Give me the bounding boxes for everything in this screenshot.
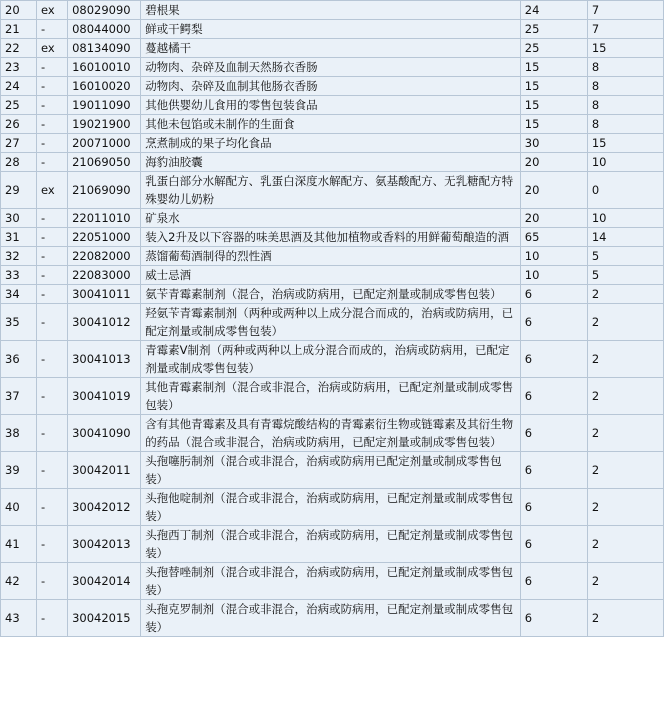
rate-b-cell: 10 <box>587 209 663 228</box>
ex-marker-cell: - <box>37 58 68 77</box>
rate-a-cell: 6 <box>520 489 587 526</box>
rate-b-cell: 2 <box>587 526 663 563</box>
rate-b-cell: 2 <box>587 378 663 415</box>
row-number-cell: 43 <box>1 600 37 637</box>
tariff-code-cell: 21069090 <box>68 172 141 209</box>
ex-marker-cell: ex <box>37 39 68 58</box>
rate-b-cell: 2 <box>587 304 663 341</box>
table-row <box>1 247 664 266</box>
ex-marker-cell: - <box>37 96 68 115</box>
row-number-cell: 21 <box>1 20 37 39</box>
table-row <box>1 489 664 526</box>
table-row <box>1 115 664 134</box>
rate-a-cell: 15 <box>520 115 587 134</box>
rate-a-cell: 6 <box>520 304 587 341</box>
tariff-code-cell: 16010020 <box>68 77 141 96</box>
product-name-cell: 氨苄青霉素制剂（混合，治病或防病用，已配定剂量或制成零售包装） <box>141 285 521 304</box>
table-row <box>1 341 664 378</box>
product-name-cell: 其他供婴幼儿食用的零售包装食品 <box>141 96 521 115</box>
rate-a-cell: 25 <box>520 20 587 39</box>
tariff-code-cell: 30042015 <box>68 600 141 637</box>
row-number-cell: 40 <box>1 489 37 526</box>
table-row <box>1 96 664 115</box>
ex-marker-cell: - <box>37 304 68 341</box>
rate-b-cell: 5 <box>587 247 663 266</box>
product-name-cell: 头孢西丁制剂（混合或非混合，治病或防病用，已配定剂量或制成零售包装） <box>141 526 521 563</box>
rate-a-cell: 6 <box>520 452 587 489</box>
tariff-code-cell: 22083000 <box>68 266 141 285</box>
product-name-cell: 其他青霉素制剂（混合或非混合，治病或防病用，已配定剂量或制成零售包装） <box>141 378 521 415</box>
rate-a-cell: 10 <box>520 266 587 285</box>
ex-marker-cell: - <box>37 415 68 452</box>
table-row <box>1 452 664 489</box>
product-name-cell: 碧根果 <box>141 1 521 20</box>
tariff-code-cell: 30042011 <box>68 452 141 489</box>
tariff-code-cell: 08134090 <box>68 39 141 58</box>
rate-a-cell: 15 <box>520 58 587 77</box>
product-name-cell: 头孢噻肟制剂（混合或非混合，治病或防病用已配定剂量或制成零售包装） <box>141 452 521 489</box>
row-number-cell: 39 <box>1 452 37 489</box>
table-row <box>1 20 664 39</box>
rate-b-cell: 2 <box>587 452 663 489</box>
ex-marker-cell: - <box>37 526 68 563</box>
ex-marker-cell: - <box>37 134 68 153</box>
row-number-cell: 27 <box>1 134 37 153</box>
row-number-cell: 30 <box>1 209 37 228</box>
row-number-cell: 23 <box>1 58 37 77</box>
product-name-cell: 动物肉、杂碎及血制天然肠衣香肠 <box>141 58 521 77</box>
tariff-code-cell: 21069050 <box>68 153 141 172</box>
table-row <box>1 563 664 600</box>
ex-marker-cell: - <box>37 489 68 526</box>
table-row <box>1 39 664 58</box>
rate-b-cell: 5 <box>587 266 663 285</box>
rate-a-cell: 6 <box>520 285 587 304</box>
tariff-code-cell: 30041019 <box>68 378 141 415</box>
product-name-cell: 头孢克罗制剂（混合或非混合，治病或防病用，已配定剂量或制成零售包装） <box>141 600 521 637</box>
rate-b-cell: 8 <box>587 115 663 134</box>
ex-marker-cell: - <box>37 600 68 637</box>
rate-b-cell: 7 <box>587 1 663 20</box>
rate-b-cell: 10 <box>587 153 663 172</box>
row-number-cell: 20 <box>1 1 37 20</box>
rate-b-cell: 15 <box>587 39 663 58</box>
rate-a-cell: 6 <box>520 563 587 600</box>
product-name-cell: 装入2升及以下容器的味美思酒及其他加植物或香料的用鲜葡萄酿造的酒 <box>141 228 521 247</box>
ex-marker-cell: - <box>37 563 68 600</box>
row-number-cell: 41 <box>1 526 37 563</box>
product-name-cell: 头孢替唑制剂（混合或非混合，治病或防病用，已配定剂量或制成零售包装） <box>141 563 521 600</box>
table-row <box>1 1 664 20</box>
rate-a-cell: 6 <box>520 378 587 415</box>
product-name-cell: 含有其他青霉素及具有青霉烷酸结构的青霉素衍生物或链霉素及其衍生物的药品（混合或非混合，治病或防病用，已配定剂量或制成零售包装） <box>141 415 521 452</box>
rate-a-cell: 15 <box>520 77 587 96</box>
tariff-code-cell: 08029090 <box>68 1 141 20</box>
ex-marker-cell: - <box>37 378 68 415</box>
ex-marker-cell: - <box>37 266 68 285</box>
tariff-code-cell: 30042012 <box>68 489 141 526</box>
rate-a-cell: 6 <box>520 526 587 563</box>
table-row <box>1 134 664 153</box>
row-number-cell: 31 <box>1 228 37 247</box>
tariff-table-body <box>1 1 664 637</box>
rate-b-cell: 2 <box>587 341 663 378</box>
rate-a-cell: 20 <box>520 209 587 228</box>
table-row <box>1 285 664 304</box>
product-name-cell: 烹煮制成的果子均化食品 <box>141 134 521 153</box>
table-row <box>1 415 664 452</box>
table-row <box>1 228 664 247</box>
row-number-cell: 24 <box>1 77 37 96</box>
rate-a-cell: 30 <box>520 134 587 153</box>
ex-marker-cell: - <box>37 341 68 378</box>
table-row <box>1 153 664 172</box>
ex-marker-cell: - <box>37 247 68 266</box>
tariff-code-cell: 20071000 <box>68 134 141 153</box>
rate-b-cell: 14 <box>587 228 663 247</box>
rate-b-cell: 8 <box>587 58 663 77</box>
row-number-cell: 22 <box>1 39 37 58</box>
rate-a-cell: 20 <box>520 172 587 209</box>
ex-marker-cell: - <box>37 452 68 489</box>
ex-marker-cell: - <box>37 228 68 247</box>
row-number-cell: 37 <box>1 378 37 415</box>
product-name-cell: 动物肉、杂碎及血制其他肠衣香肠 <box>141 77 521 96</box>
tariff-code-cell: 30041011 <box>68 285 141 304</box>
table-row <box>1 600 664 637</box>
rate-b-cell: 2 <box>587 489 663 526</box>
product-name-cell: 蒸馏葡萄酒制得的烈性酒 <box>141 247 521 266</box>
product-name-cell: 青霉素V制剂（两种或两种以上成分混合而成的，治病或防病用，已配定剂量或制成零售包装） <box>141 341 521 378</box>
row-number-cell: 35 <box>1 304 37 341</box>
rate-b-cell: 8 <box>587 77 663 96</box>
row-number-cell: 32 <box>1 247 37 266</box>
table-row <box>1 526 664 563</box>
ex-marker-cell: - <box>37 77 68 96</box>
rate-b-cell: 2 <box>587 563 663 600</box>
tariff-code-cell: 19021900 <box>68 115 141 134</box>
tariff-code-cell: 30041090 <box>68 415 141 452</box>
product-name-cell: 乳蛋白部分水解配方、乳蛋白深度水解配方、氨基酸配方、无乳糖配方特殊婴幼儿奶粉 <box>141 172 521 209</box>
row-number-cell: 29 <box>1 172 37 209</box>
product-name-cell: 羟氨苄青霉素制剂（两种或两种以上成分混合而成的，治病或防病用，已配定剂量或制成零售包装） <box>141 304 521 341</box>
tariff-code-cell: 30041013 <box>68 341 141 378</box>
rate-b-cell: 7 <box>587 20 663 39</box>
ex-marker-cell: - <box>37 153 68 172</box>
row-number-cell: 36 <box>1 341 37 378</box>
rate-a-cell: 6 <box>520 341 587 378</box>
table-row <box>1 266 664 285</box>
product-name-cell: 海豹油胶囊 <box>141 153 521 172</box>
ex-marker-cell: ex <box>37 172 68 209</box>
row-number-cell: 38 <box>1 415 37 452</box>
rate-b-cell: 2 <box>587 285 663 304</box>
rate-a-cell: 15 <box>520 96 587 115</box>
product-name-cell: 头孢他啶制剂（混合或非混合，治病或防病用，已配定剂量或制成零售包装） <box>141 489 521 526</box>
ex-marker-cell: - <box>37 20 68 39</box>
rate-a-cell: 25 <box>520 39 587 58</box>
rate-b-cell: 15 <box>587 134 663 153</box>
rate-b-cell: 8 <box>587 96 663 115</box>
tariff-code-cell: 30042013 <box>68 526 141 563</box>
tariff-code-cell: 08044000 <box>68 20 141 39</box>
tariff-code-cell: 30041012 <box>68 304 141 341</box>
row-number-cell: 34 <box>1 285 37 304</box>
tariff-code-cell: 19011090 <box>68 96 141 115</box>
row-number-cell: 26 <box>1 115 37 134</box>
product-name-cell: 威士忌酒 <box>141 266 521 285</box>
tariff-code-cell: 16010010 <box>68 58 141 77</box>
table-row <box>1 378 664 415</box>
row-number-cell: 33 <box>1 266 37 285</box>
product-name-cell: 蔓越橘干 <box>141 39 521 58</box>
product-name-cell: 鲜或干鳄梨 <box>141 20 521 39</box>
rate-a-cell: 10 <box>520 247 587 266</box>
rate-b-cell: 0 <box>587 172 663 209</box>
table-row <box>1 77 664 96</box>
row-number-cell: 25 <box>1 96 37 115</box>
rate-a-cell: 6 <box>520 415 587 452</box>
tariff-code-cell: 30042014 <box>68 563 141 600</box>
ex-marker-cell: - <box>37 115 68 134</box>
rate-a-cell: 24 <box>520 1 587 20</box>
ex-marker-cell: - <box>37 285 68 304</box>
table-row <box>1 172 664 209</box>
rate-b-cell: 2 <box>587 415 663 452</box>
table-row <box>1 304 664 341</box>
rate-a-cell: 20 <box>520 153 587 172</box>
row-number-cell: 42 <box>1 563 37 600</box>
product-name-cell: 矿泉水 <box>141 209 521 228</box>
rate-b-cell: 2 <box>587 600 663 637</box>
row-number-cell: 28 <box>1 153 37 172</box>
tariff-code-cell: 22051000 <box>68 228 141 247</box>
rate-a-cell: 65 <box>520 228 587 247</box>
product-name-cell: 其他未包馅或未制作的生面食 <box>141 115 521 134</box>
rate-a-cell: 6 <box>520 600 587 637</box>
tariff-code-cell: 22082000 <box>68 247 141 266</box>
ex-marker-cell: - <box>37 209 68 228</box>
table-row <box>1 209 664 228</box>
ex-marker-cell: ex <box>37 1 68 20</box>
table-row <box>1 58 664 77</box>
tariff-code-cell: 22011010 <box>68 209 141 228</box>
